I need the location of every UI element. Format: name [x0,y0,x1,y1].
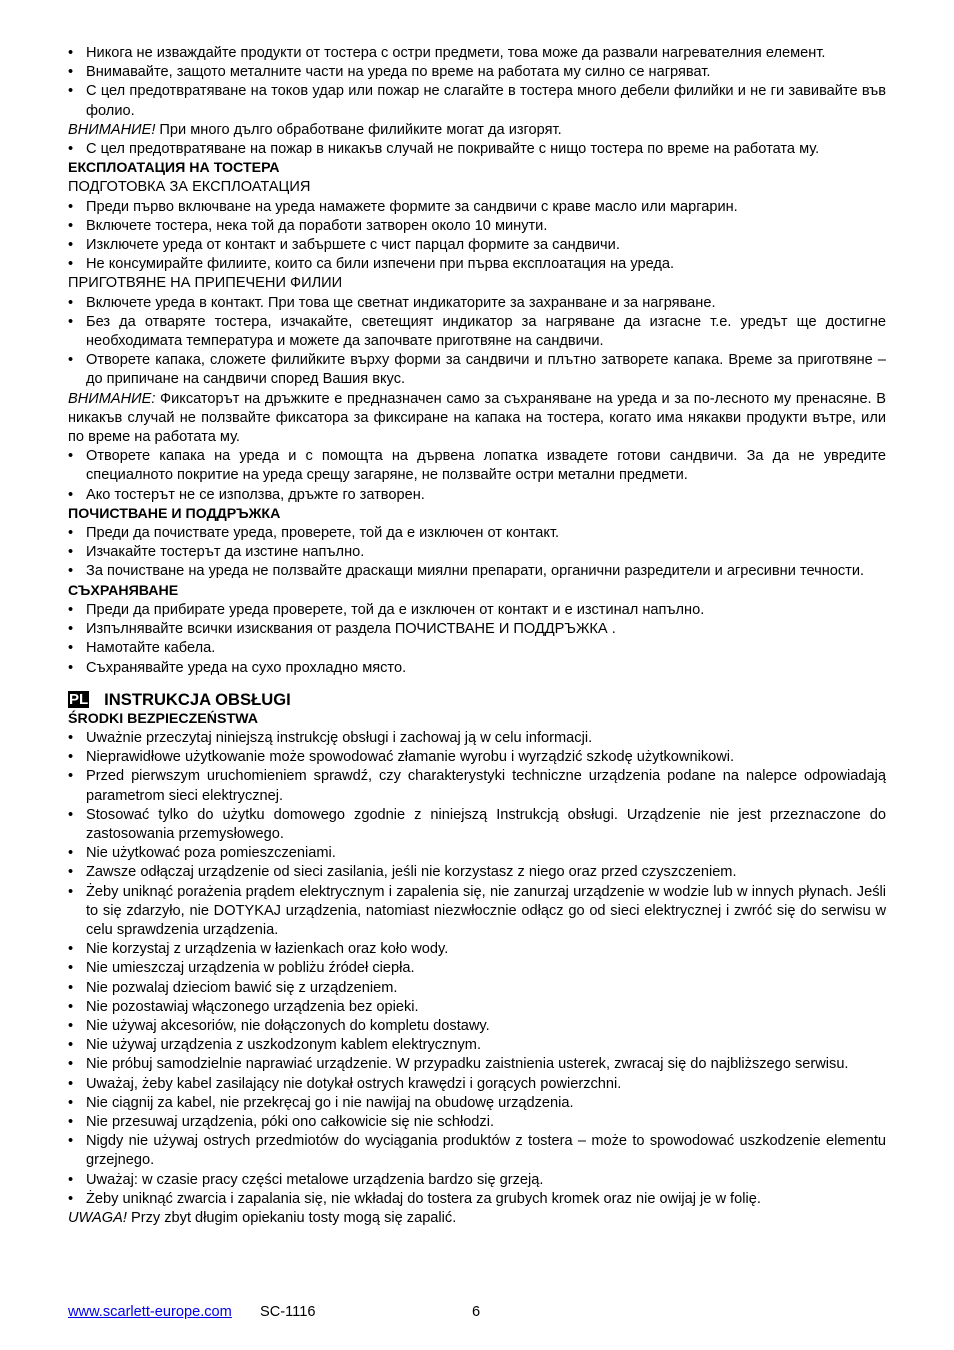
bullet-item: • Ако тостерът не се използва, дръжте го затворен. [68,486,886,505]
bullet-item: • Nie użytkować poza pomieszczeniami. [68,844,886,863]
warning-label: ВНИМАНИЕ! [68,121,156,138]
language-badge: PL [69,690,89,708]
bullet-item: • Изчакайте тостерът да изстине напълно. [68,543,886,562]
bullet-item: • Изключете уреда от контакт и забършете с чист парцал формите за сандвичи. [68,236,886,255]
bullet-item: • Преди първо включване на уреда намажете формите за сандвичи с краве масло или маргарин. [68,198,886,217]
section-heading: ЕКСПЛОАТАЦИЯ НА ТОСТЕРА [68,160,280,177]
bullet-item: • Отворете капака, сложете филийките върху форми за сандвичи и плътно затворете капака. Време за приготвяне – до припичане на сандвичи според Вашия вкус. [68,351,886,389]
warning-note [68,390,886,448]
bullet-item: • Stosować tylko do użytku domowego zgodnie z niniejszą Instrukcją obsługi. Urządzenie nie jest przeznaczone do zastosowania przemysłowego. [68,806,886,844]
bullet-item: • Nie ciągnij za kabel, nie przekręcaj go i nie nawijaj na obudowę urządzenia. [68,1094,886,1113]
section-gap [68,678,886,687]
bullet-item: • Uważnie przeczytaj niniejszą instrukcję obsługi i zachowaj ją w celu informacji. [68,729,886,748]
bullet-item: • Nie umieszczaj urządzenia w pobliżu źródeł ciepła. [68,959,886,978]
page-footer [68,1303,886,1323]
bullet-item: • Nieprawidłowe użytkowanie może spowodować złamanie wyrobu i wyrządzić szkodę użytkownikowi. [68,748,886,767]
polish-section [68,710,886,1228]
bullet-item: • С цел предотвратяване на токов удар или пожар не слагайте в тостера много дебели филийки и не ги завивайте във фолио. [68,82,886,120]
bullet-item: • Внимавайте, защото металните части на уреда по време на работата му силно се нагряват. [68,63,886,82]
polish-section-header [68,689,886,710]
bullet-item: • Uważaj: w czasie pracy części metalowe urządzenia bardzo się grzeją. [68,1171,886,1190]
bulgarian-section [68,44,886,678]
bullet-item: • Включете тостера, нека той да поработи затворен около 10 минути. [68,217,886,236]
warning-text: Фиксаторът на дръжките е предназначен само за съхраняване на уреда и за по-лесното му пренасяне. В никакъв случай не ползвайте фиксатора за фиксиране на капака на тостера, когато има някакви продукти вътре, или по време на работата му. [68,390,886,446]
warning-text: При много дълго обработване филийките могат да изгорят. [155,121,562,138]
bullet-item: • Nie próbuj samodzielnie naprawiać urządzenie. W przypadku zaistnienia usterek, zwracaj się do najbliższego serwisu. [68,1055,886,1074]
bullet-item: • С цел предотвратяване на пожар в никакъв случай не покривайте с нищо тостера по време на работата му. [68,140,886,159]
subsection-label: ПОДГОТОВКА ЗА ЕКСПЛОАТАЦИЯ [68,179,311,196]
bullet-item: • Намотайте кабела. [68,639,886,658]
page-number: 6 [472,1304,481,1320]
bullet-item: • Отворете капака на уреда и с помощта на дървена лопатка извадете готови сандвичи. За да не увредите специалното покритие на уреда срещу загаряне, не ползвайте остри метални предмети. [68,447,886,485]
bullet-item: • Преди да прибирате уреда проверете, той да е изключен от контакт и е изстинал напълно. [68,601,886,620]
bullet-item: • Преди да почиствате уреда, проверете, той да е изключен от контакт. [68,524,886,543]
bullet-item: • Nie używaj urządzenia z uszkodzonym kablem elektrycznym. [68,1036,886,1055]
website-link[interactable]: www.scarlett-europe.com [68,1304,232,1320]
bullet-item: • Uważaj, żeby kabel zasilający nie dotykał ostrych krawędzi i gorących powierzchni. [68,1075,886,1094]
warning-note [68,121,886,140]
bullet-item: • Zawsze odłączaj urządzenie od sieci zasilania, jeśli nie korzystasz z niego oraz przed czyszczeniem. [68,863,886,882]
bullet-item: • Nie używaj akcesoriów, nie dołączonych do kompletu dostawy. [68,1017,886,1036]
bullet-item: • Без да отваряте тостера, изчакайте, светещият индикатор за нагряване да изгасне т.е. уредът ще достигне необходимата температура и можете да започвате приготвяне на сандвичи. [68,313,886,351]
bullet-item: • Не консумирайте филиите, които са били изпечени при първа експлоатация на уреда. [68,255,886,274]
section-heading: ПОЧИСТВАНЕ И ПОДДРЪЖКА [68,505,281,522]
bullet-item: • Изпълнявайте всички изисквания от раздела ПОЧИСТВАНЕ И ПОДДРЪЖКА . [68,620,886,639]
warning-text: Przy zbyt długim opiekaniu tosty mogą się zapalić. [126,1209,457,1226]
bullet-item: • Nie przesuwaj urządzenia, póki ono całkowicie się nie schłodzi. [68,1113,886,1132]
bullet-item: • Przed pierwszym uruchomieniem sprawdź, czy charakterystyki techniczne urządzenia podane na nalepce odpowiadają parametrom sieci elektrycznej. [68,767,886,805]
bullet-item: • Nie korzystaj z urządzenia w łazienkach oraz koło wody. [68,940,886,959]
bullet-item: • Nigdy nie używaj ostrych przedmiotów do wyciągania produktów z tostera – może to spowodować uszkodzenie elementu grzejnego. [68,1132,886,1170]
bullet-item: • За почистване на уреда не ползвайте драскащи миялни препарати, органични разредители и агресивни течности. [68,562,886,581]
model-number: SC-1116 [260,1304,316,1320]
polish-section-title: INSTRUKCJA OBSŁUGI [104,689,291,709]
section-heading: ŚRODKI BEZPIECZEŃSTWA [68,710,258,727]
warning-note [68,1209,886,1228]
subsection-label: ПРИГОТВЯНЕ НА ПРИПЕЧЕНИ ФИЛИИ [68,275,343,292]
bullet-item: • Включете уреда в контакт. При това ще светнат индикаторите за захранване и за нагряване. [68,294,886,313]
bullet-item: • Nie pozwalaj dzieciom bawić się z urządzeniem. [68,979,886,998]
section-heading: СЪХРАНЯВАНЕ [68,582,179,599]
document-body [68,44,886,1228]
warning-label: UWAGA! [68,1209,127,1226]
bullet-item: • Nie pozostawiaj włączonego urządzenia bez opieki. [68,998,886,1017]
warning-label: ВНИМАНИЕ: [68,390,156,407]
bullet-item: • Съхранявайте уреда на сухо прохладно място. [68,659,886,678]
bullet-item: • Żeby uniknąć porażenia prądem elektrycznym i zapalenia się, nie zanurzaj urządzenie w wodzie lub w innych płynach. Jeśli to się zdarzyło, nie DOTYKAJ urządzenia, natomiast niezwłocznie odłącz go od sieci elektrycznej i zwróć się do serwisu w celu sprawdzenia urządzenia. [68,883,886,941]
bullet-item: • Никога не изваждайте продукти от тостера с остри предмети, това може да развали нагревателния елемент. [68,44,886,63]
bullet-item: • Żeby uniknąć zwarcia i zapalania się, nie wkładaj do tostera za grubych kromek oraz nie owijaj je w folię. [68,1190,886,1209]
